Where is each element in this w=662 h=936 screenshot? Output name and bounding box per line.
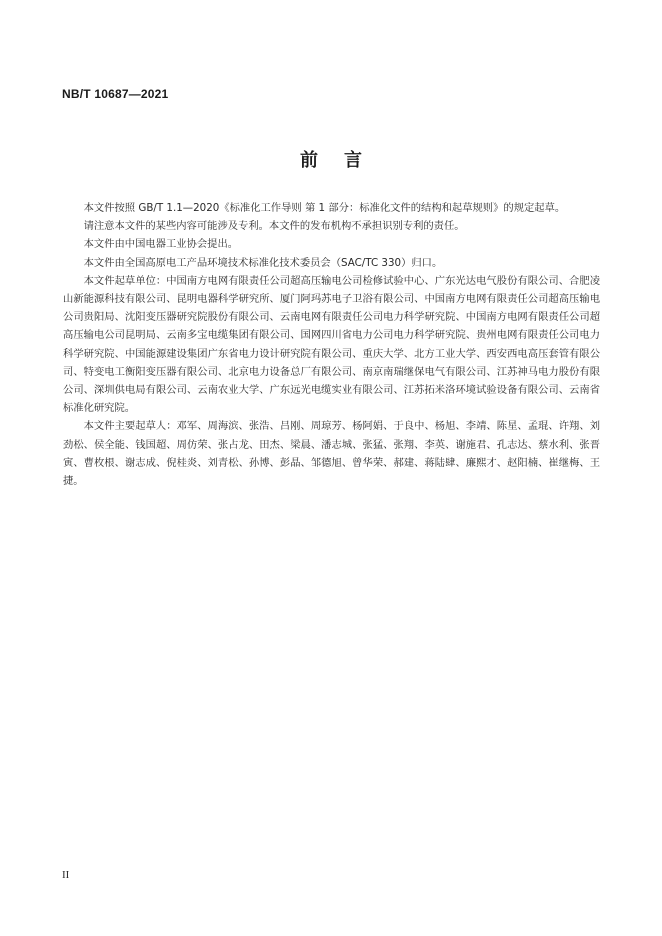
paragraph-drafters: 本文件主要起草人：邓军、周海滨、张浩、吕刚、周琼芳、杨阿娟、于良中、杨旭、李靖、陈星、孟琨、许翔、刘劲松、侯全能、钱国超、周仿荣、张占龙、田杰、梁晨、潘志城、张猛、张翔、李英、谢施君、孔志达、蔡水利、张晋寅、曹枚根、谢志成、倪桂炎、刘青松、孙博、彭晶、邹德旭、曾华荣、郝建、蒋陆肆、廉熙才、赵阳楠、崔继梅、王捷。 xyxy=(63,420,600,488)
paragraph-proposer: 本文件由中国电器工业协会提出。 xyxy=(83,238,239,251)
paragraph-drafting-units: 本文件起草单位：中国南方电网有限责任公司超高压输电公司检修试验中心、广东光达电气股份有限公司、合肥凌山新能源科技有限公司、昆明电器科学研究所、厦门阿玛苏电子卫浴有限公司、中国南方电网有限责任公司超高压输电公司贵阳局、沈阳变压器研究院股份有限公司、云南电网有限责任公司电力科学研究院、中国南方电网有限责任公司超高压输电公司昆明局、云南多宝电缆集团有限公司、国网四川省电力公司电力科学研究院、贵州电网有限责任公司电力科学研究院、中国能源建设集团广东省电力设计研究院有限公司、重庆大学、北方工业大学、西安西电高压套管有限公司、特变电工衡阳变压器有限公司、北京电力设备总厂有限公司、南京南瑞继保电气有限公司、江苏神马电力股份有限公司、深圳供电局有限公司、云南农业大学、广东远光电缆实业有限公司、江苏拓米洛环境试验设备有限公司、云南省标准化研究院。 xyxy=(63,274,600,415)
page-heading: 前言 xyxy=(300,150,388,171)
foreword-body xyxy=(63,199,600,490)
standard-number: NB/T 10687—2021 xyxy=(62,87,169,101)
paragraph-drafting-rules: 本文件按照 GB/T 1.1—2020《标准化工作导则 第 1 部分：标准化文件的结构和起草规则》的规定起草。 xyxy=(83,202,566,214)
paragraph-patent-notice: 请注意本文件的某些内容可能涉及专利。本文件的发布机构不承担识别专利的责任。 xyxy=(83,220,465,233)
page-number: II xyxy=(62,869,70,881)
paragraph-committee: 本文件由全国高原电工产品环境技术标准化技术委员会（SAC/TC 330）归口。 xyxy=(83,256,443,269)
